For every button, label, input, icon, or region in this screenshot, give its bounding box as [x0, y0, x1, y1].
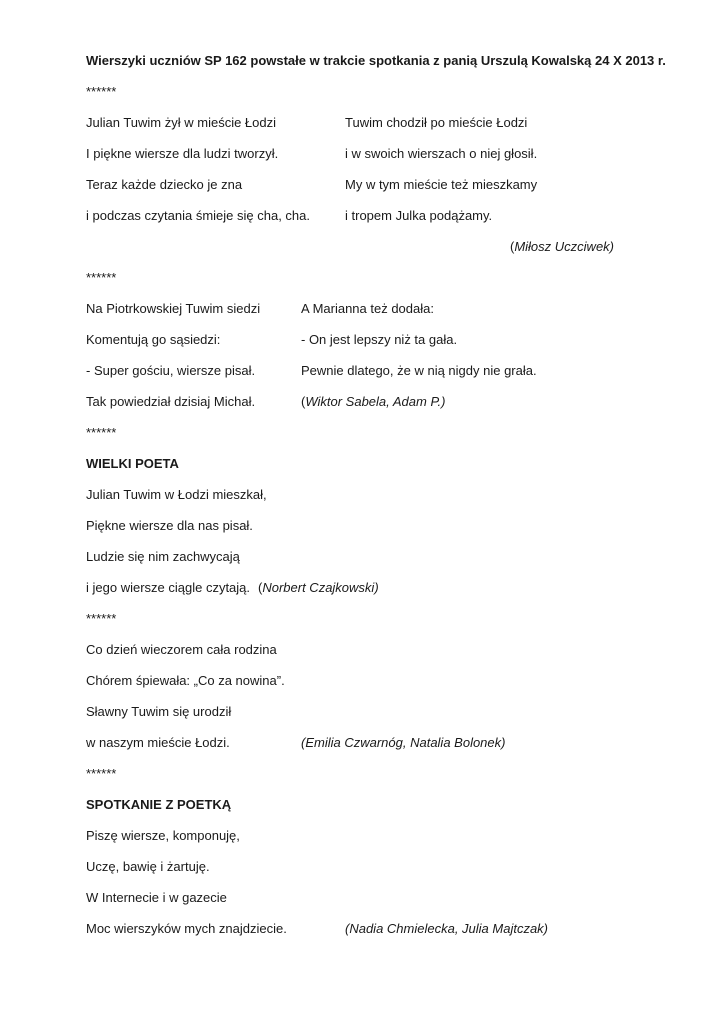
poem-line: i podczas czytania śmieje się cha, cha. [86, 208, 310, 223]
poem-line: Sławny Tuwim się urodził [86, 704, 232, 719]
poem-line: Piszę wiersze, komponuję, [86, 828, 240, 843]
poem-heading: WIELKI POETA [86, 456, 179, 471]
poem-line: Pewnie dlatego, że w nią nigdy nie grała. [301, 363, 537, 378]
poem-author: (Nadia Chmielecka, Julia Majtczak) [345, 921, 549, 936]
poem-line: Piękne wiersze dla nas pisał. [86, 518, 253, 533]
poem-line: Tuwim chodził po mieście Łodzi [345, 115, 528, 130]
poem-author: (Miłosz Uczciwek) [509, 239, 614, 254]
poem-author: (Norbert Czajkowski) [258, 580, 379, 595]
poem-line: - Super gościu, wiersze pisał. [86, 363, 256, 378]
poem-line: I piękne wiersze dla ludzi tworzył. [86, 146, 279, 161]
poem-line: My w tym mieście też mieszkamy [345, 177, 538, 192]
poem-line: Moc wierszyków mych znajdziecie. [86, 921, 287, 936]
poem-line: - On jest lepszy niż ta gała. [301, 332, 458, 347]
poem-author: (Emilia Czwarnóg, Natalia Bolonek) [301, 735, 506, 750]
poem-line: Komentują go sąsiedzi: [86, 332, 221, 347]
poem-line: Ludzie się nim zachwycają [86, 549, 240, 564]
poem-author: (Wiktor Sabela, Adam P.) [301, 394, 446, 409]
poem-line: Na Piotrkowskiej Tuwim siedzi [86, 301, 261, 316]
poem-heading: SPOTKANIE Z POETKĄ [86, 797, 232, 812]
document-title: Wierszyki uczniów SP 162 powstałe w trakcie spotkania z panią Urszulą Kowalską 24 X 2013 r. [86, 53, 666, 68]
poem-line: Teraz każde dziecko je zna [86, 177, 243, 192]
separator: ****** [86, 611, 117, 626]
separator: ****** [86, 270, 117, 285]
poem-line: A Marianna też dodała: [301, 301, 434, 316]
poem-line: Co dzień wieczorem cała rodzina [86, 642, 277, 657]
poem-line: i jego wiersze ciągle czytają. [86, 580, 251, 595]
poem-line: Tak powiedział dzisiaj Michał. [86, 394, 256, 409]
poem-line: w naszym mieście Łodzi. [86, 735, 230, 750]
poem-line: i tropem Julka podążamy. [345, 208, 493, 223]
poem-line: Julian Tuwim żył w mieście Łodzi [86, 115, 277, 130]
poem-line: Julian Tuwim w Łodzi mieszkał, [86, 487, 267, 502]
poem-line: Uczę, bawię i żartuję. [86, 859, 210, 874]
separator: ****** [86, 766, 117, 781]
separator: ****** [86, 425, 117, 440]
poem-line: W Internecie i w gazecie [86, 890, 227, 905]
separator: ****** [86, 84, 117, 99]
poem-line: Chórem śpiewała: „Co za nowina”. [86, 673, 285, 688]
poem-line: i w swoich wierszach o niej głosił. [345, 146, 538, 161]
